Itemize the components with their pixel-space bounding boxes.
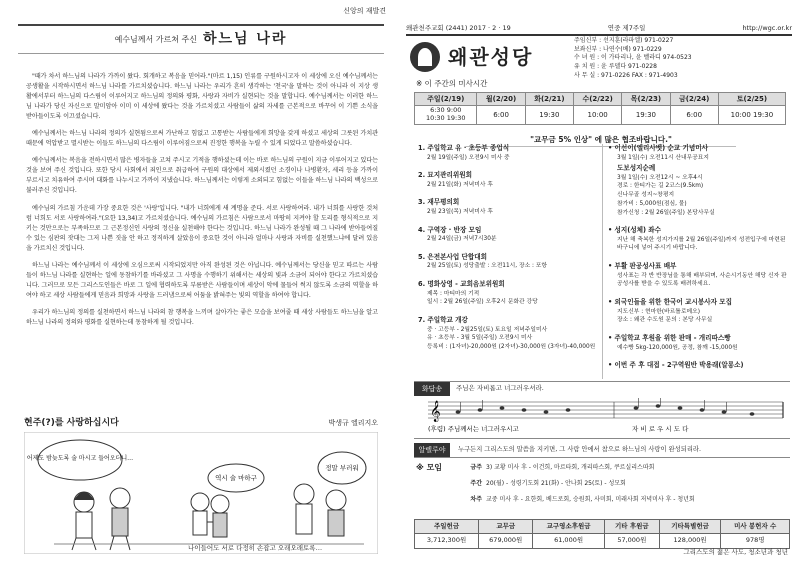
contact-line: 수 녀 원 : 이 가타리나, 윤 벨라디 974-0523 <box>574 54 692 62</box>
notice-body: 2월 21일(화) 저녁미사 후 <box>427 181 493 188</box>
psalm-lyric-right: 자 비 로 우 시 도 다 <box>632 425 689 433</box>
notice-body: 3월 1일(수) 오전12시 ~ 오후4시 경로 : 한티가는 길 2코스(9.5km) 신나무골 성지~창평지 참가비 : 5,000원(점심, 물) 참가신청 : 2월 26일(주일) 본당사무실 <box>617 174 715 216</box>
psalm-lyric-left: (후렴) 주님께서는 너그러우시고 <box>428 425 519 433</box>
offering-header: 교무금 <box>479 520 533 534</box>
parish-name: 왜관성당 <box>448 44 534 69</box>
offering-table <box>414 519 790 549</box>
mass-day: 월(2/20) <box>477 93 525 106</box>
alleluia-label: 알렐루야 <box>414 443 450 457</box>
sermon-title-small: 예수님께서 가르쳐 주신 <box>114 34 197 44</box>
sermon-paragraph: 예수님의 가르침 가운데 가장 중요한 것은 '사랑'입니다. "내가 너희에게 새 계명을 준다. 서로 사랑하여라. 내가 너희를 사랑한 것처럼 너희도 서로 사랑하여라."(요한 13,34)고 가르치셨습니다. 예수님의 가르침은 사람으로서 마땅히 지켜야 할 도리를 형식적으로 지키는 것만으로는 부족하므로 그 근본정신인 사랑의 정신을 실천해야 한다는 것입니다. 하느님 나라가 완성될 때 그 나라에 받아들여질 수 있는 심판의 잣대는 그저 나쁜 짓을 안 하고 정직하게 살았음이 중요한 것이 아니라 얼마나 사랑과 자비를 실천했느냐에 달려 있음을 가르치신 것입니다. <box>26 204 378 252</box>
notice-title: 4. 구역장 · 반장 모임 <box>418 225 482 234</box>
sermon-paragraph: 하느님 나라는 예수님께서 이 세상에 오심으로써 시작되었지만 아직 완성된 것은 아닙니다. 예수님께서는 당신을 믿고 따르는 사람들이 하느님 나라를 실현하는 일에 동참하기를 바라셨고 그 사명을 수행하기 위해서는 세상의 빛과 소금이 되어야 한다고 가르치셨습니다. 그러므로 모든 그리스도인들은 바로 그 일에 협력하도록 부름받은 사람들이며 세상이 악에 물들어 썩지 않도록 소금의 역할을 하여야 하고 세상 사람들에게 믿음과 희망과 사랑을 드러냄으로써 어둠을 밝혀주는 빛의 역할을 하여야 합니다. <box>26 261 378 299</box>
sermon-title-box <box>18 24 384 54</box>
bulletin-issue: 왜관천주교회 (2441) 2017 · 2 · 19 <box>406 24 511 32</box>
notice-body: 2월 25일(토) 성당출발 : 오전11시, 장소 : 포항 <box>427 263 548 270</box>
mass-time: 6:00 <box>477 106 525 125</box>
meeting-day: 금주 <box>470 464 482 471</box>
notice-title: 5. 은전본사업 단합대회 <box>418 252 488 261</box>
sermon-title: 하느님 나라 <box>202 31 288 48</box>
notice-item <box>608 334 790 352</box>
mass-day: 토(2/25) <box>718 93 785 106</box>
meeting-text: 20(월) - 성령기도회 21(화) - 안나회 25(토) - 성모회 <box>486 480 626 487</box>
cartoon-header <box>24 417 378 433</box>
table-row <box>415 93 786 106</box>
right-page <box>406 4 792 560</box>
contact-line: 사 무 실 : 971-0226 FAX : 971-4903 <box>574 71 678 79</box>
music-staff <box>418 398 788 436</box>
notice-body: 성사표는 각 반 반장님을 통해 배부되며, 사순시기동안 해당 신자 판공성사를 받을 수 있도록 배려하세요. <box>617 272 787 288</box>
notice-title: 6. 명화상영 - 교회음보위원회 <box>418 280 505 289</box>
notice-title: 도보성지순례 <box>617 164 656 173</box>
notice-item <box>418 171 600 189</box>
notice-title: • 이번 주 후 대접 - 2구역원반 박용래(알롱소) <box>608 361 744 370</box>
mass-time: 6:30 9:00 10:30 19:30 <box>415 106 477 125</box>
cartoon-caption: 나이들어도 서로 다정히 손잡고 오래오래토록… <box>188 544 323 552</box>
offering-value: 978명 <box>721 534 790 548</box>
notice-item <box>418 144 600 162</box>
sermon-paragraph: "때가 차서 하느님의 나라가 가까이 왔다. 회개하고 복음을 믿어라."(마르 1,15) 인류를 구원하시고자 이 세상에 오신 예수님께서는 공생활을 시작하시면서 하느님 나라를 가르치셨습니다. 하느님 나라는 우리가 흔히 생각하는 '천국'을 말하는 것이 아니라 이 지상 생활에서부터 하느님의 다스림이 이루어지고 하느님의 정의와 평화, 사랑과 자비가 실현되는 것을 말합니다. 예수님께서는 이러한 하느님 나라가 당신 자신으로 말미암아 이미 이 세상에 왔다는 것을 가르치셨고 사람들이 삶의 자세를 근본적으로 바꾸어 이 기쁜 소식을 받아들이도록 이끄셨습니다. <box>26 73 378 121</box>
mass-time: 19:30 <box>525 106 573 125</box>
notice-body: 3월 1일(수) 오전11시 산내무공묘지 <box>617 154 710 161</box>
notice-title: • 외국인들을 위한 한국어 교시봉사자 모집 <box>608 298 732 307</box>
alleluia-text: 누구든지 그리스도의 말씀을 지키면, 그 사람 안에서 참으로 하느님의 사랑이 완성되리라. <box>458 446 701 453</box>
offering-header: 미사 봉헌자 수 <box>721 520 790 534</box>
notice-body: 2월 24일(금) 저녁7시30분 <box>427 236 497 243</box>
contact-info <box>574 37 792 80</box>
mass-schedule-table <box>414 92 786 125</box>
website-url: http://wgc.or.kr <box>742 24 792 32</box>
notice-item <box>418 316 600 352</box>
cartoon-illustration <box>24 432 378 554</box>
notice-item <box>608 164 790 217</box>
mass-section-label: ※ 이 주간의 미사시간 <box>416 79 488 88</box>
cartoon-title: 현주(?)를 사랑하십시다 <box>24 418 119 428</box>
cartoon-bubble-3: 정말 부러워 <box>325 464 359 472</box>
mass-time: 10:00 19:30 <box>718 106 785 125</box>
alleluia-row <box>414 442 790 458</box>
column-divider <box>602 144 603 379</box>
mass-day: 주일(2/19) <box>415 93 477 106</box>
notice-title: 1. 주일학교 유 · 초등부 종업식 <box>418 144 510 152</box>
mass-day: 목(2/23) <box>622 93 670 106</box>
mass-day: 수(2/22) <box>574 93 622 106</box>
offering-value: 57,000원 <box>604 534 659 548</box>
left-page <box>10 4 392 560</box>
column-name: 신앙의 재발견 <box>343 7 386 15</box>
notice-item <box>418 280 600 307</box>
notice-body: 2월 19일(주일) 오전9시 미사 중 <box>427 154 510 161</box>
sermon-paragraph: 예수님께서는 하느님 나라의 정의가 실현됨으로써 가난하고 힘없고 고통받는 사람들에게 희망을 갖게 하셨고 세상의 그릇된 가치관 때문에 억압받고 멸시받는 이들도 하느님의 다스림이 이루어짐으로써 진정한 행복을 누릴 수 있게 되었다고 말씀하셨습니다. <box>26 130 378 148</box>
contact-line: 보좌신부 : 나연수(베) 971-0229 <box>574 45 662 53</box>
cartoon-bubble-2: 역시 술 마하구 <box>215 474 257 482</box>
sermon-paragraph: 예수님께서는 복음을 전하시면서 많은 병자들을 고쳐 주시고 기적을 행하셨는데 이는 바로 하느님의 구원이 지금 이루어지고 있다는 것을 보여 주신 것입니다. 또한 당시 사회에서 죄인으로 취급하여 구원의 대상에서 제외시켰던 소경이나 나병환자, 세리 등을 가까이 부르시고 치유하여 주시며 대화를 나누시고 가까이 지냈습니다. 하느님께서는 이렇게 소외되고 힘없는 이들을 하느님 나라의 백성으로 불러주신 것입니다. <box>26 157 378 195</box>
cartoon-author: 박생규 엘리지오 <box>328 419 378 427</box>
church-logo-icon <box>410 42 440 72</box>
notice-title: • 주일학교 후원을 위한 판매 - 개리따스빵 <box>608 333 731 342</box>
notice-item <box>418 253 600 271</box>
notice-body: 지도신부 : 현마한(바르톨로메오) 장소 : 왜관 수도원 문의 : 본당 사무실 <box>617 308 713 324</box>
mass-time: 19:30 <box>622 106 670 125</box>
treble-clef-icon: 𝄞 <box>430 401 441 422</box>
notice-item <box>608 298 790 325</box>
meeting-row <box>464 480 626 489</box>
notice-item <box>418 226 600 244</box>
notice-title: 3. 재무평의회 <box>418 198 460 207</box>
meeting-day: 주간 <box>470 480 482 487</box>
notices-left-column <box>418 144 600 361</box>
cartoon-bubble-1: 어제도 밤늦도록 술 마시고 들어오더니… <box>26 455 134 462</box>
offering-value: 61,000원 <box>533 534 604 548</box>
bulletin-header <box>406 24 792 36</box>
notice-body: 제목 : 마티마의 기적 일시 : 2월 26일(주일) 오후2시 문화관 강당 <box>427 290 538 306</box>
offering-header: 주일헌금 <box>415 520 479 534</box>
notice-title: 2. 묘지관리위원회 <box>418 171 472 180</box>
liturgical-week: 연중 제7주일 <box>607 24 646 32</box>
notice-body: 지난 해 축복한 성지가지를 2월 26일(주일)까지 성전입구에 마련된 바구니에 넣어 주시기 바랍니다. <box>617 236 786 252</box>
psalm-text: 주님은 자비롭고 너그러우셔라. <box>456 384 544 392</box>
notice-body: 2월 23일(목) 저녁미사 후 <box>427 209 493 216</box>
contact-line: 유 치 원 : 윤 루델다 971-0228 <box>574 63 657 71</box>
offering-header: 기타 후원금 <box>604 520 659 534</box>
notice-item <box>608 262 790 289</box>
offering-value: 679,000원 <box>479 534 533 548</box>
meeting-day: 차주 <box>470 496 482 503</box>
footer-slogan: 그리스도의 젊은 사도, 청소년과 청년 <box>683 548 788 556</box>
notice-body: 중 · 고등부 - 2월25일(토) 토요일 저녁주일미사 유 · 초등부 - 3월 5일(주일) 오전9시 미사 등록비 : (1자녀)-20,000원 (2자녀)-30,000원 (3자녀)-40,000원 <box>427 326 596 351</box>
offering-header: 교구영소후원금 <box>533 520 604 534</box>
table-row <box>415 106 786 125</box>
notice-title: • 이선이(엘리사벳) 순교 기념미사 <box>608 144 708 152</box>
mass-day: 금(2/24) <box>670 93 718 106</box>
meeting-text: 교중 미사 후 - 요한회, 베드로회, 승원회, 사미회, 미래사회 저녁미사 후 - 청년회 <box>486 496 695 503</box>
parish-logo <box>410 38 582 76</box>
mass-time: 6:00 <box>670 106 718 125</box>
notice-title: • 부활 판공성사표 배부 <box>608 262 677 271</box>
table-row <box>415 520 790 534</box>
notice-item <box>608 361 790 371</box>
sermon-body <box>26 72 378 335</box>
notice-banner: "교무금 5% 인상" 에 많은 협조바랍니다." <box>466 135 736 147</box>
meeting-row <box>464 464 654 473</box>
notice-item <box>608 226 790 253</box>
table-row <box>415 534 790 548</box>
offering-value: 3,712,300원 <box>415 534 479 548</box>
sermon-paragraph: 우리가 하느님의 정의를 실천하면서 하느님 나라의 참 행복을 느끼며 살아가는 좋은 모습을 보여줄 때 세상 사람들도 하느님을 알고 하느님 나라의 정의와 평화를 실현하는데 동참하게 될 것입니다. <box>26 308 378 326</box>
offering-value: 128,000원 <box>659 534 720 548</box>
offering-header: 기타특별헌금 <box>659 520 720 534</box>
notices-right-column <box>608 144 790 380</box>
meetings-title: ※ 모임 <box>416 463 443 472</box>
mass-time: 10:00 <box>574 106 622 125</box>
notice-title: • 성지(성체) 좌수 <box>608 226 662 235</box>
meeting-text: 3) 교황 미사 후 - 이건희, 마르타회, 개리따스회, 쿠르실리스따회 <box>486 464 655 471</box>
responsorial-psalm <box>414 381 790 439</box>
mass-day: 화(2/21) <box>525 93 573 106</box>
notice-item <box>418 198 600 216</box>
psalm-label: 화답송 <box>414 382 450 396</box>
contact-line: 주임신부 : 선지훈(라파엘) 971-0227 <box>574 37 674 44</box>
meeting-row <box>464 496 695 505</box>
notice-item <box>608 144 790 162</box>
notice-body: 예수빵 5kg-120,000원, 공정, 참깨 -15,000원 <box>617 344 738 351</box>
notice-title: 7. 주일학교 개강 <box>418 316 468 325</box>
